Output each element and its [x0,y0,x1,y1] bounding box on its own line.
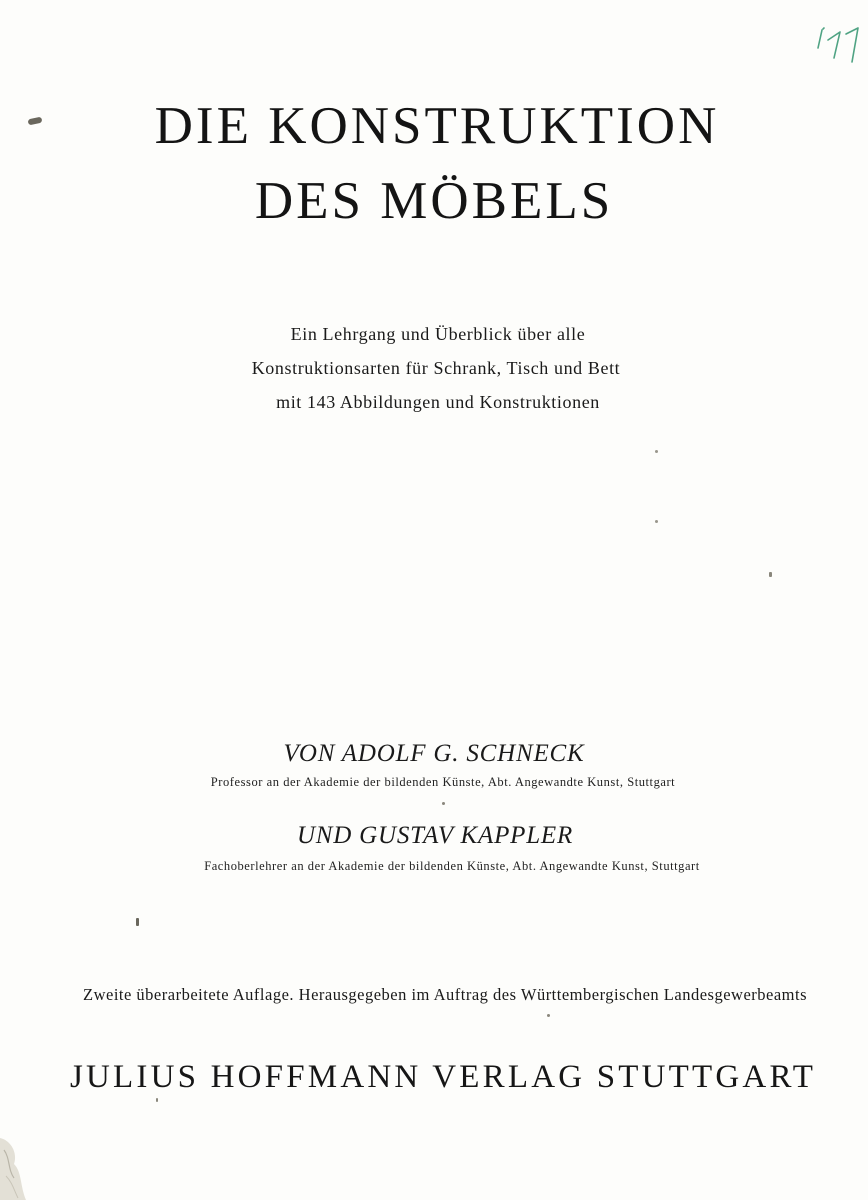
author-affiliation-2: Fachoberlehrer an der Akademie der bildenden Künste, Abt. Angewandte Kunst, Stuttgart [204,859,700,873]
paper-speck-icon [156,1098,158,1102]
paper-speck-icon [547,1014,550,1017]
book-title-line-2: DES MÖBELS [254,172,614,230]
author-affiliation-1: Professor an der Akademie der bildenden Künste, Abt. Angewandte Kunst, Stuttgart [210,775,676,789]
paper-speck-icon [655,450,658,453]
subtitle-line-3: mit 143 Abbildungen und Konstruktionen [276,392,600,412]
edition-note: Zweite überarbeitete Auflage. Herausgegeben im Auftrag des Württembergischen Landesgewerbeamts [83,985,807,1004]
book-title-line-1: DIE KONSTRUKTION [154,97,720,155]
author-name-2: UND GUSTAV KAPPLER [296,822,574,849]
subtitle-line-1: Ein Lehrgang und Überblick über alle [290,324,586,344]
publisher-imprint: JULIUS HOFFMANN VERLAG STUTTGART [69,1059,817,1095]
paper-speck-icon [655,520,658,523]
author-name-1: VON ADOLF G. SCHNECK [283,740,585,767]
subtitle-line-2: Konstruktionsarten für Schrank, Tisch und Bett [251,358,621,378]
paper-speck-icon [769,572,772,577]
worn-corner-icon [0,1130,46,1200]
handwritten-mark-icon [804,18,864,78]
paper-speck-icon [136,918,139,926]
paper-speck-icon [442,802,445,805]
